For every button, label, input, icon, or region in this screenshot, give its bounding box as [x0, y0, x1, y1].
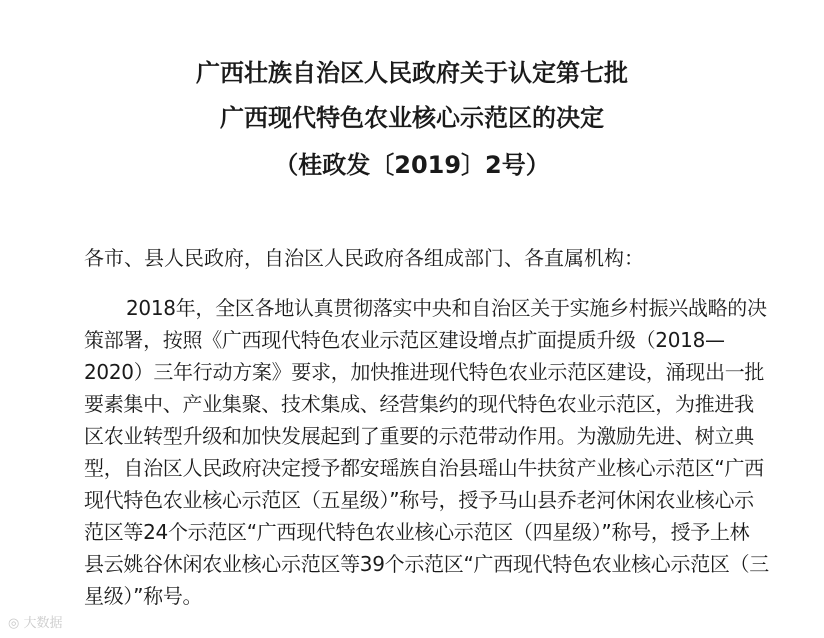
body-line: 2020）三年行动方案》要求，加快推进现代特色农业示范区建设，涌现出一批: [84, 360, 765, 384]
salutation: 各市、县人民政府，自治区人民政府各组成部门、各直属机构：: [84, 246, 644, 270]
watermark-text: 大数据: [23, 616, 63, 631]
body-line: 星级）”称号。: [84, 584, 203, 608]
body-line: 现代特色农业核心示范区（五星级）”称号，授予马山县乔老河休闲农业核心示: [84, 488, 754, 512]
document-title-line-1: 广西壮族自治区人民政府关于认定第七批: [196, 59, 628, 87]
body-line: 策部署，按照《广西现代特色农业示范区建设增点扩面提质升级（2018—: [84, 328, 725, 352]
body-line: 型，自治区人民政府决定授予都安瑶族自治县瑶山牛扶贫产业核心示范区“广西: [84, 456, 764, 480]
body-line: 要素集中、产业集聚、技术集成、经营集约的现代特色农业示范区，为推进我: [84, 392, 754, 416]
watermark: [8, 612, 63, 631]
document-number: （桂政发〔2019〕2号）: [274, 151, 550, 179]
body-line: 县云姚谷休闲农业核心示范区等39个示范区“广西现代特色农业核心示范区（三: [84, 552, 770, 576]
watermark-logo-icon: ◎: [8, 616, 20, 631]
body-line: 区农业转型升级和加快发展起到了重要的示范带动作用。为激励先进、树立典: [84, 424, 754, 448]
body-line: 2018年，全区各地认真贯彻落实中央和自治区关于实施乡村振兴战略的决: [126, 296, 767, 320]
body-line: 范区等24个示范区“广西现代特色农业核心示范区（四星级）”称号，授予上林: [84, 520, 750, 544]
document-title-line-2: 广西现代特色农业核心示范区的决定: [220, 104, 604, 132]
